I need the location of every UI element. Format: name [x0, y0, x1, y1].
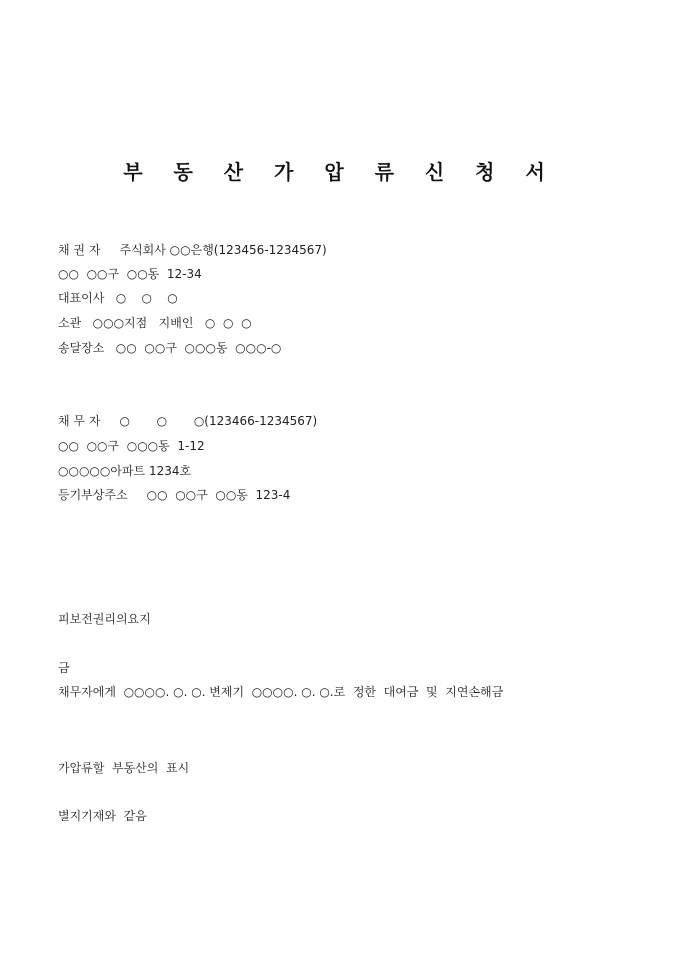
claim-heading: 피보전권리의요지	[58, 612, 151, 626]
debtor-address: ○○ ○○구 ○○○동 1-12	[58, 439, 205, 453]
debtor-registry-address: 등기부상주소 ○○ ○○구 ○○동 123-4	[58, 488, 291, 502]
debtor-apartment: ○○○○○아파트 1234호	[58, 464, 192, 478]
claim-amount: 금	[58, 661, 70, 675]
claim-description: 채무자에게 ○○○○. ○. ○. 변제기 ○○○○. ○. ○.로 정한 대여금 및 지연손해금	[58, 685, 504, 699]
property-heading: 가압류할 부동산의 표시	[58, 761, 190, 775]
property-description: 별지기재와 같음	[58, 809, 147, 823]
debtor-line: 채 무 자 ○ ○ ○(123466-1234567)	[58, 414, 318, 428]
creditor-service-address: 송달장소 ○○ ○○구 ○○○동 ○○○-○	[58, 341, 282, 355]
document-title: 부 동 산 가 압 류 신 청 서	[123, 160, 557, 184]
creditor-line: 채 권 자 주식회사 ○○은행(123456-1234567)	[58, 243, 327, 257]
creditor-jurisdiction: 소관 ○○○지점 지배인 ○ ○ ○	[58, 316, 252, 330]
creditor-address: ○○ ○○구 ○○동 12-34	[58, 267, 202, 281]
creditor-representative: 대표이사 ○ ○ ○	[58, 291, 178, 305]
